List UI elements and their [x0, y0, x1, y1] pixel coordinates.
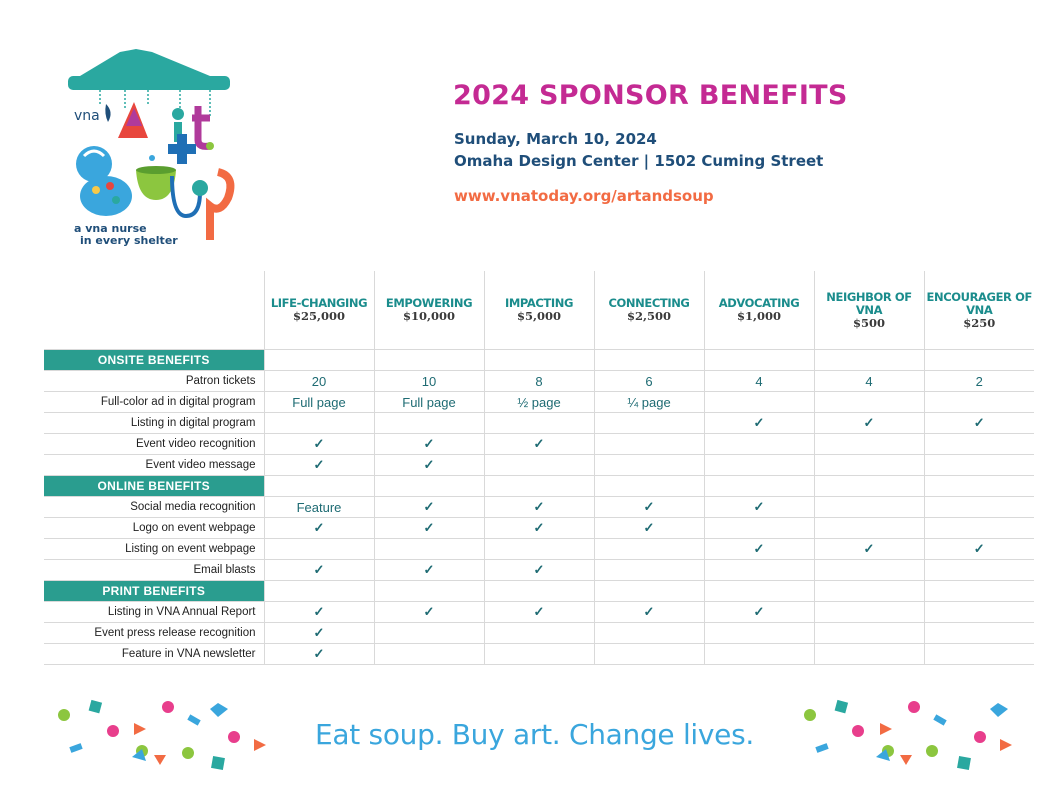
section-header-onsite-benefits: [44, 350, 1034, 371]
checkmark-icon: ✓: [264, 644, 374, 665]
tier-price: $2,500: [626, 309, 671, 323]
art-and-soup-logo: [60, 46, 240, 251]
benefit-label: Listing in digital program: [44, 413, 264, 434]
section-spacer-cell: [374, 350, 484, 371]
checkmark-icon: ✓: [924, 539, 1034, 560]
tier-header-row: [44, 271, 1034, 350]
empty-cell: [814, 392, 924, 413]
checkmark-icon: ✓: [594, 497, 704, 518]
checkmark-icon: ✓: [484, 497, 594, 518]
empty-cell: [594, 539, 704, 560]
empty-cell: [704, 623, 814, 644]
benefit-value: Feature: [264, 497, 374, 518]
empty-cell: [484, 455, 594, 476]
section-spacer-cell: [264, 476, 374, 497]
section-spacer-cell: [484, 350, 594, 371]
empty-cell: [924, 434, 1034, 455]
empty-cell: [484, 644, 594, 665]
section-spacer-cell: [924, 350, 1034, 371]
section-spacer-cell: [814, 476, 924, 497]
empty-cell: [374, 539, 484, 560]
footer-tagline: Eat soup. Buy art. Change lives.: [315, 718, 754, 751]
empty-cell: [594, 623, 704, 644]
event-date: Sunday, March 10, 2024: [454, 130, 657, 148]
benefit-value: 6: [594, 371, 704, 392]
benefit-label: Logo on event webpage: [44, 518, 264, 539]
tier-name: ENCOURAGER OF VNA: [926, 289, 1032, 317]
checkmark-icon: ✓: [264, 455, 374, 476]
section-spacer-cell: [264, 350, 374, 371]
benefit-label: Listing in VNA Annual Report: [44, 602, 264, 623]
benefit-row-listing-in-digital-program: [44, 413, 1034, 434]
benefit-label: Patron tickets: [44, 371, 264, 392]
benefit-label: Listing on event webpage: [44, 539, 264, 560]
checkmark-icon: ✓: [704, 539, 814, 560]
tier-name: EMPOWERING: [385, 296, 473, 310]
section-spacer-cell: [704, 581, 814, 602]
empty-cell: [594, 413, 704, 434]
benefit-row-feature-in-vna-newsletter: [44, 644, 1034, 665]
checkmark-icon: ✓: [374, 497, 484, 518]
benefit-label: Feature in VNA newsletter: [44, 644, 264, 665]
section-spacer-cell: [924, 581, 1034, 602]
empty-cell: [264, 539, 374, 560]
empty-cell: [814, 455, 924, 476]
benefit-label: Email blasts: [44, 560, 264, 581]
tier-name: LIFE-CHANGING: [270, 296, 368, 310]
empty-cell: [814, 434, 924, 455]
benefit-value: 8: [484, 371, 594, 392]
empty-cell: [924, 602, 1034, 623]
svg-text:in every shelter: in every shelter: [80, 234, 178, 247]
tier-header-encourager-of-vna: [924, 271, 1034, 350]
empty-cell: [484, 539, 594, 560]
empty-cell: [704, 392, 814, 413]
empty-cell: [374, 413, 484, 434]
benefit-value: Full page: [264, 392, 374, 413]
tier-header-connecting: [594, 271, 704, 350]
empty-cell: [704, 560, 814, 581]
empty-cell: [814, 602, 924, 623]
section-spacer-cell: [814, 350, 924, 371]
section-spacer-cell: [264, 581, 374, 602]
empty-cell: [814, 623, 924, 644]
empty-cell: [594, 644, 704, 665]
checkmark-icon: ✓: [374, 434, 484, 455]
logo-graphic: [60, 46, 240, 251]
checkmark-icon: ✓: [594, 602, 704, 623]
tier-name: CONNECTING: [608, 296, 690, 310]
empty-cell: [374, 644, 484, 665]
benefit-value: 4: [814, 371, 924, 392]
page-title: 2024 SPONSOR BENEFITS: [453, 80, 848, 111]
tier-header-neighbor-of-vna: [814, 271, 924, 350]
confetti-right-decoration: [800, 695, 1030, 775]
tier-name: NEIGHBOR OF VNA: [826, 289, 912, 317]
checkmark-icon: ✓: [924, 413, 1034, 434]
empty-cell: [814, 644, 924, 665]
section-label: PRINT BENEFITS: [44, 581, 264, 602]
empty-cell: [924, 644, 1034, 665]
checkmark-icon: ✓: [264, 602, 374, 623]
tier-price: $25,000: [292, 309, 345, 323]
empty-cell: [704, 518, 814, 539]
benefit-label: Event video message: [44, 455, 264, 476]
empty-cell: [374, 623, 484, 644]
benefit-row-email-blasts: [44, 560, 1034, 581]
empty-cell: [924, 518, 1034, 539]
tier-price: $250: [963, 315, 996, 330]
section-spacer-cell: [704, 476, 814, 497]
empty-cell: [814, 560, 924, 581]
benefits-body: [44, 350, 1034, 665]
empty-cell: [924, 623, 1034, 644]
benefit-value: 10: [374, 371, 484, 392]
benefit-label: Social media recognition: [44, 497, 264, 518]
empty-cell: [594, 455, 704, 476]
section-spacer-cell: [374, 581, 484, 602]
benefit-value: 20: [264, 371, 374, 392]
checkmark-icon: ✓: [814, 413, 924, 434]
benefit-label: Event video recognition: [44, 434, 264, 455]
checkmark-icon: ✓: [374, 518, 484, 539]
section-spacer-cell: [484, 581, 594, 602]
checkmark-icon: ✓: [484, 434, 594, 455]
section-spacer-cell: [704, 350, 814, 371]
tier-name: IMPACTING: [504, 296, 574, 310]
section-spacer-cell: [924, 476, 1034, 497]
empty-cell: [924, 497, 1034, 518]
checkmark-icon: ✓: [594, 518, 704, 539]
benefit-value: 2: [924, 371, 1034, 392]
empty-cell: [594, 434, 704, 455]
checkmark-icon: ✓: [374, 602, 484, 623]
tier-price: $5,000: [516, 309, 561, 323]
checkmark-icon: ✓: [814, 539, 924, 560]
empty-cell: [924, 560, 1034, 581]
benefit-row-event-video-recognition: [44, 434, 1034, 455]
checkmark-icon: ✓: [374, 560, 484, 581]
tier-header-life-changing: [264, 271, 374, 350]
checkmark-icon: ✓: [264, 623, 374, 644]
tier-name: ADVOCATING: [718, 296, 800, 310]
section-spacer-cell: [814, 581, 924, 602]
section-spacer-cell: [594, 476, 704, 497]
empty-cell: [704, 434, 814, 455]
section-spacer-cell: [374, 476, 484, 497]
checkmark-icon: ✓: [484, 602, 594, 623]
checkmark-icon: ✓: [264, 518, 374, 539]
section-spacer-cell: [594, 581, 704, 602]
empty-cell: [264, 413, 374, 434]
confetti-left-decoration: [48, 695, 278, 775]
benefit-row-full-color-ad-in-digital-program: [44, 392, 1034, 413]
benefit-row-social-media-recognition: [44, 497, 1034, 518]
svg-text:a vna nurse: a vna nurse: [74, 222, 147, 235]
checkmark-icon: ✓: [704, 413, 814, 434]
section-label: ONSITE BENEFITS: [44, 350, 264, 371]
benefit-value: Full page: [374, 392, 484, 413]
empty-cell: [924, 455, 1034, 476]
section-spacer-cell: [484, 476, 594, 497]
section-header-print-benefits: [44, 581, 1034, 602]
tier-header-impacting: [484, 271, 594, 350]
event-venue: Omaha Design Center | 1502 Cuming Street: [454, 152, 824, 170]
section-label: ONLINE BENEFITS: [44, 476, 264, 497]
empty-cell: [704, 455, 814, 476]
empty-cell: [814, 518, 924, 539]
sponsor-benefits-table: [44, 271, 1034, 665]
checkmark-icon: ✓: [264, 560, 374, 581]
section-header-online-benefits: [44, 476, 1034, 497]
svg-text:vna: vna: [74, 108, 100, 124]
benefit-row-patron-tickets: [44, 371, 1034, 392]
tier-price: $10,000: [402, 309, 455, 323]
header-blank-cell: [44, 271, 264, 350]
checkmark-icon: ✓: [704, 497, 814, 518]
benefit-row-event-video-message: [44, 455, 1034, 476]
checkmark-icon: ✓: [374, 455, 484, 476]
section-spacer-cell: [594, 350, 704, 371]
empty-cell: [594, 560, 704, 581]
benefit-label: Event press release recognition: [44, 623, 264, 644]
checkmark-icon: ✓: [704, 602, 814, 623]
tier-header-empowering: [374, 271, 484, 350]
empty-cell: [484, 623, 594, 644]
benefit-row-listing-in-vna-annual-report: [44, 602, 1034, 623]
benefit-row-event-press-release-recognition: [44, 623, 1034, 644]
checkmark-icon: ✓: [484, 518, 594, 539]
checkmark-icon: ✓: [484, 560, 594, 581]
benefit-value: 4: [704, 371, 814, 392]
empty-cell: [484, 413, 594, 434]
tier-price: $500: [852, 315, 885, 330]
benefit-value: ¼ page: [594, 392, 704, 413]
benefit-row-logo-on-event-webpage: [44, 518, 1034, 539]
empty-cell: [814, 497, 924, 518]
benefit-label: Full-color ad in digital program: [44, 392, 264, 413]
tier-header-advocating: [704, 271, 814, 350]
benefit-value: ½ page: [484, 392, 594, 413]
event-url-link[interactable]: www.vnatoday.org/artandsoup: [454, 187, 714, 205]
benefit-row-listing-on-event-webpage: [44, 539, 1034, 560]
tier-price: $1,000: [736, 309, 781, 323]
checkmark-icon: ✓: [264, 434, 374, 455]
empty-cell: [924, 392, 1034, 413]
empty-cell: [704, 644, 814, 665]
